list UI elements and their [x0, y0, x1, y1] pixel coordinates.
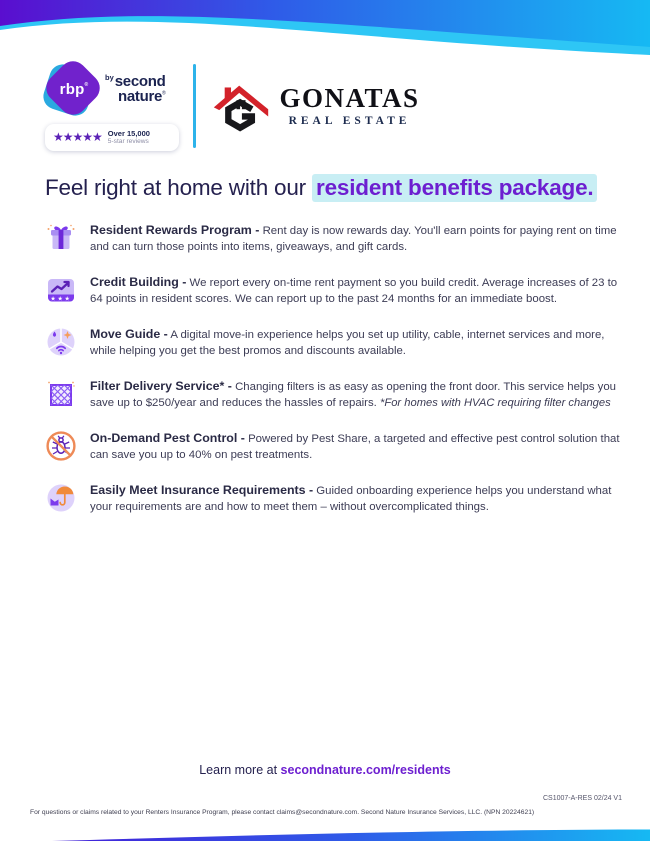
learn-more-prefix: Learn more at: [199, 763, 278, 777]
benefit-title: Move Guide -: [90, 326, 168, 341]
filter-icon: [45, 378, 77, 410]
learn-more-line: [0, 763, 650, 777]
benefit-body: Rent day is now rewards day. You'll earn points for paying rent on time and can turn those points into items, giveaways, and gift cards.: [90, 225, 617, 253]
header-logos: [45, 62, 420, 151]
benefits-list: [45, 222, 623, 534]
five-stars-icon: ★★★★★: [53, 130, 102, 145]
partner-name: GONATAS: [279, 83, 420, 114]
top-wave-graphic: [0, 0, 650, 58]
utilities-icon: [45, 326, 77, 358]
nature-word: nature: [118, 87, 163, 105]
second-word: second: [114, 72, 166, 90]
reviews-caption: 5-star reviews: [107, 138, 149, 145]
pest-icon: [45, 430, 77, 462]
bottom-wave-graphic: [0, 828, 650, 841]
benefit-title: Resident Rewards Program -: [90, 223, 260, 237]
reviews-badge: [45, 124, 179, 151]
insurance-disclaimer: For questions or claims related to your Renters Insurance Program, please contact claims@secondnature.com. Second Nature Insurance Services, LLC. (NPN 20224621): [30, 809, 535, 816]
list-item: [45, 482, 623, 516]
reviews-count: Over 15,000: [107, 129, 150, 138]
benefit-note: *For homes with HVAC requiring filter changes: [380, 396, 611, 409]
svg-text:★★★: ★★★: [50, 295, 72, 303]
partner-subtitle: REAL ESTATE: [288, 115, 411, 128]
list-item: [45, 326, 623, 360]
logo-divider: [193, 64, 196, 148]
list-item: [45, 430, 623, 464]
second-nature-logo: [105, 74, 166, 105]
registered-mark: ®: [162, 90, 166, 97]
gift-icon: [45, 222, 77, 254]
list-item: [45, 378, 623, 412]
headline-highlight: resident benefits package.: [312, 174, 597, 202]
benefit-body: We report every on-time rent payment so you build credit. Average increases of 23 to 64 points in resident scores. We can report up to the past 24 months for an immediate boost.: [90, 276, 618, 305]
rbp-logo: [45, 62, 99, 116]
benefit-title: On-Demand Pest Control -: [90, 430, 245, 445]
benefit-title: Credit Building -: [90, 274, 187, 289]
benefit-body: Changing filters is as easy as opening the front door. This service helps you save up to $250/year and reduces the hassles of repairs.: [90, 380, 617, 409]
headline-prefix: Feel right at home with our: [45, 175, 306, 200]
benefit-body: Powered by Pest Share, a targeted and effective pest control solution that can save you up to 40% on pest treatments.: [90, 432, 620, 461]
rbp-logo-text: rbp ®: [59, 80, 89, 98]
list-item: [45, 274, 623, 308]
list-item: [45, 222, 623, 256]
insurance-icon: [45, 482, 77, 514]
learn-more-link[interactable]: secondnature.com/residents: [280, 763, 451, 777]
rbp-brand-block: [45, 62, 177, 151]
gonatas-logo: [212, 80, 420, 133]
gonatas-house-icon: [212, 80, 270, 133]
document-code: CS1007-A-RES 02/24 V1: [543, 795, 622, 802]
page-title: [45, 174, 615, 202]
by-label: by: [105, 72, 114, 82]
benefit-body: A digital move-in experience helps you set up utility, cable, internet services and more, while helping you get the best promos and discounts available.: [90, 328, 605, 357]
credit-chart-icon: [45, 274, 77, 306]
benefit-title: Filter Delivery Service* -: [90, 378, 232, 393]
benefit-body: Guided onboarding experience helps you understand what your requirements are and how to meet them – without overcomplicated things.: [90, 484, 612, 513]
benefit-title: Easily Meet Insurance Requirements -: [90, 482, 314, 497]
